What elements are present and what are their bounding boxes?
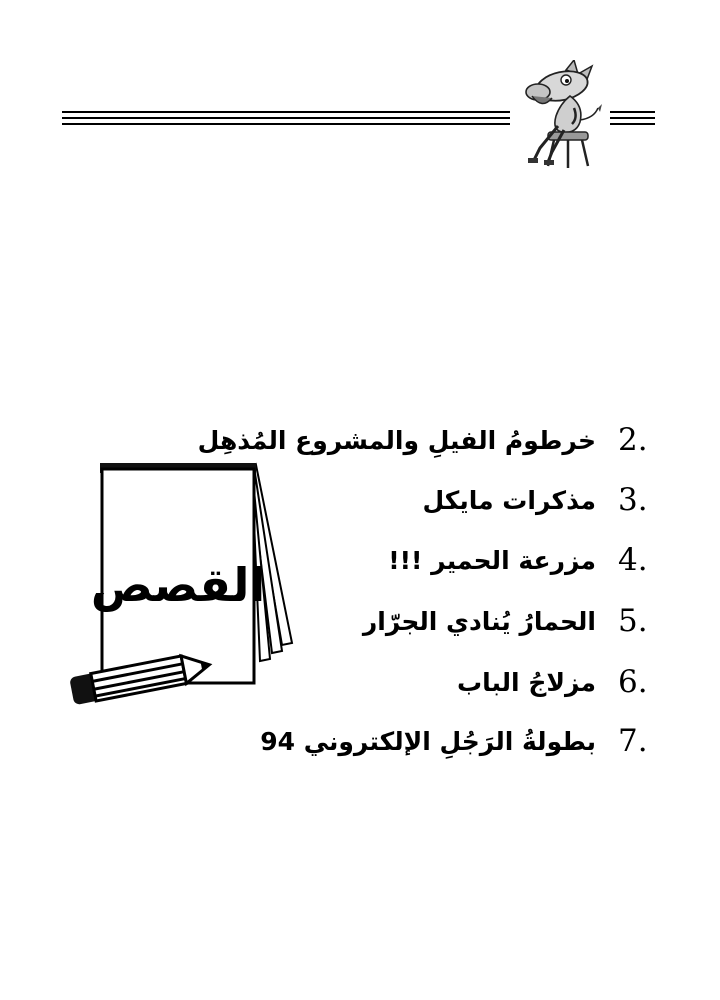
toc-item[interactable] (198, 420, 658, 460)
toc-item[interactable] (457, 662, 658, 702)
toc-item[interactable] (422, 480, 658, 520)
toc-item-number: 4. (618, 542, 648, 578)
toc-item-title: بطولةُ الرَجُلِ الإلكتروني 94 (260, 726, 596, 756)
toc-item-number: 2. (618, 422, 648, 458)
toc-item[interactable] (388, 540, 658, 580)
toc-item-number: 6. (618, 664, 648, 700)
toc-item-number: 5. (618, 603, 648, 639)
toc-item-number: 7. (618, 723, 648, 759)
toc-item[interactable] (363, 601, 658, 641)
section-label: القصص (90, 558, 266, 612)
toc-item-title: مزرعة الحمير !!! (388, 545, 596, 575)
toc-item-title: خرطومُ الفيلِ والمشروع المُذهِل (197, 425, 596, 455)
toc-item-title: الحمارُ يُنادي الجرّار (362, 606, 596, 636)
toc-item-title: مزلاجُ الباب (456, 667, 596, 697)
toc-item-number: 3. (618, 482, 648, 518)
toc-item[interactable] (260, 721, 658, 761)
toc-item-title: مذكرات مايكل (422, 485, 596, 515)
